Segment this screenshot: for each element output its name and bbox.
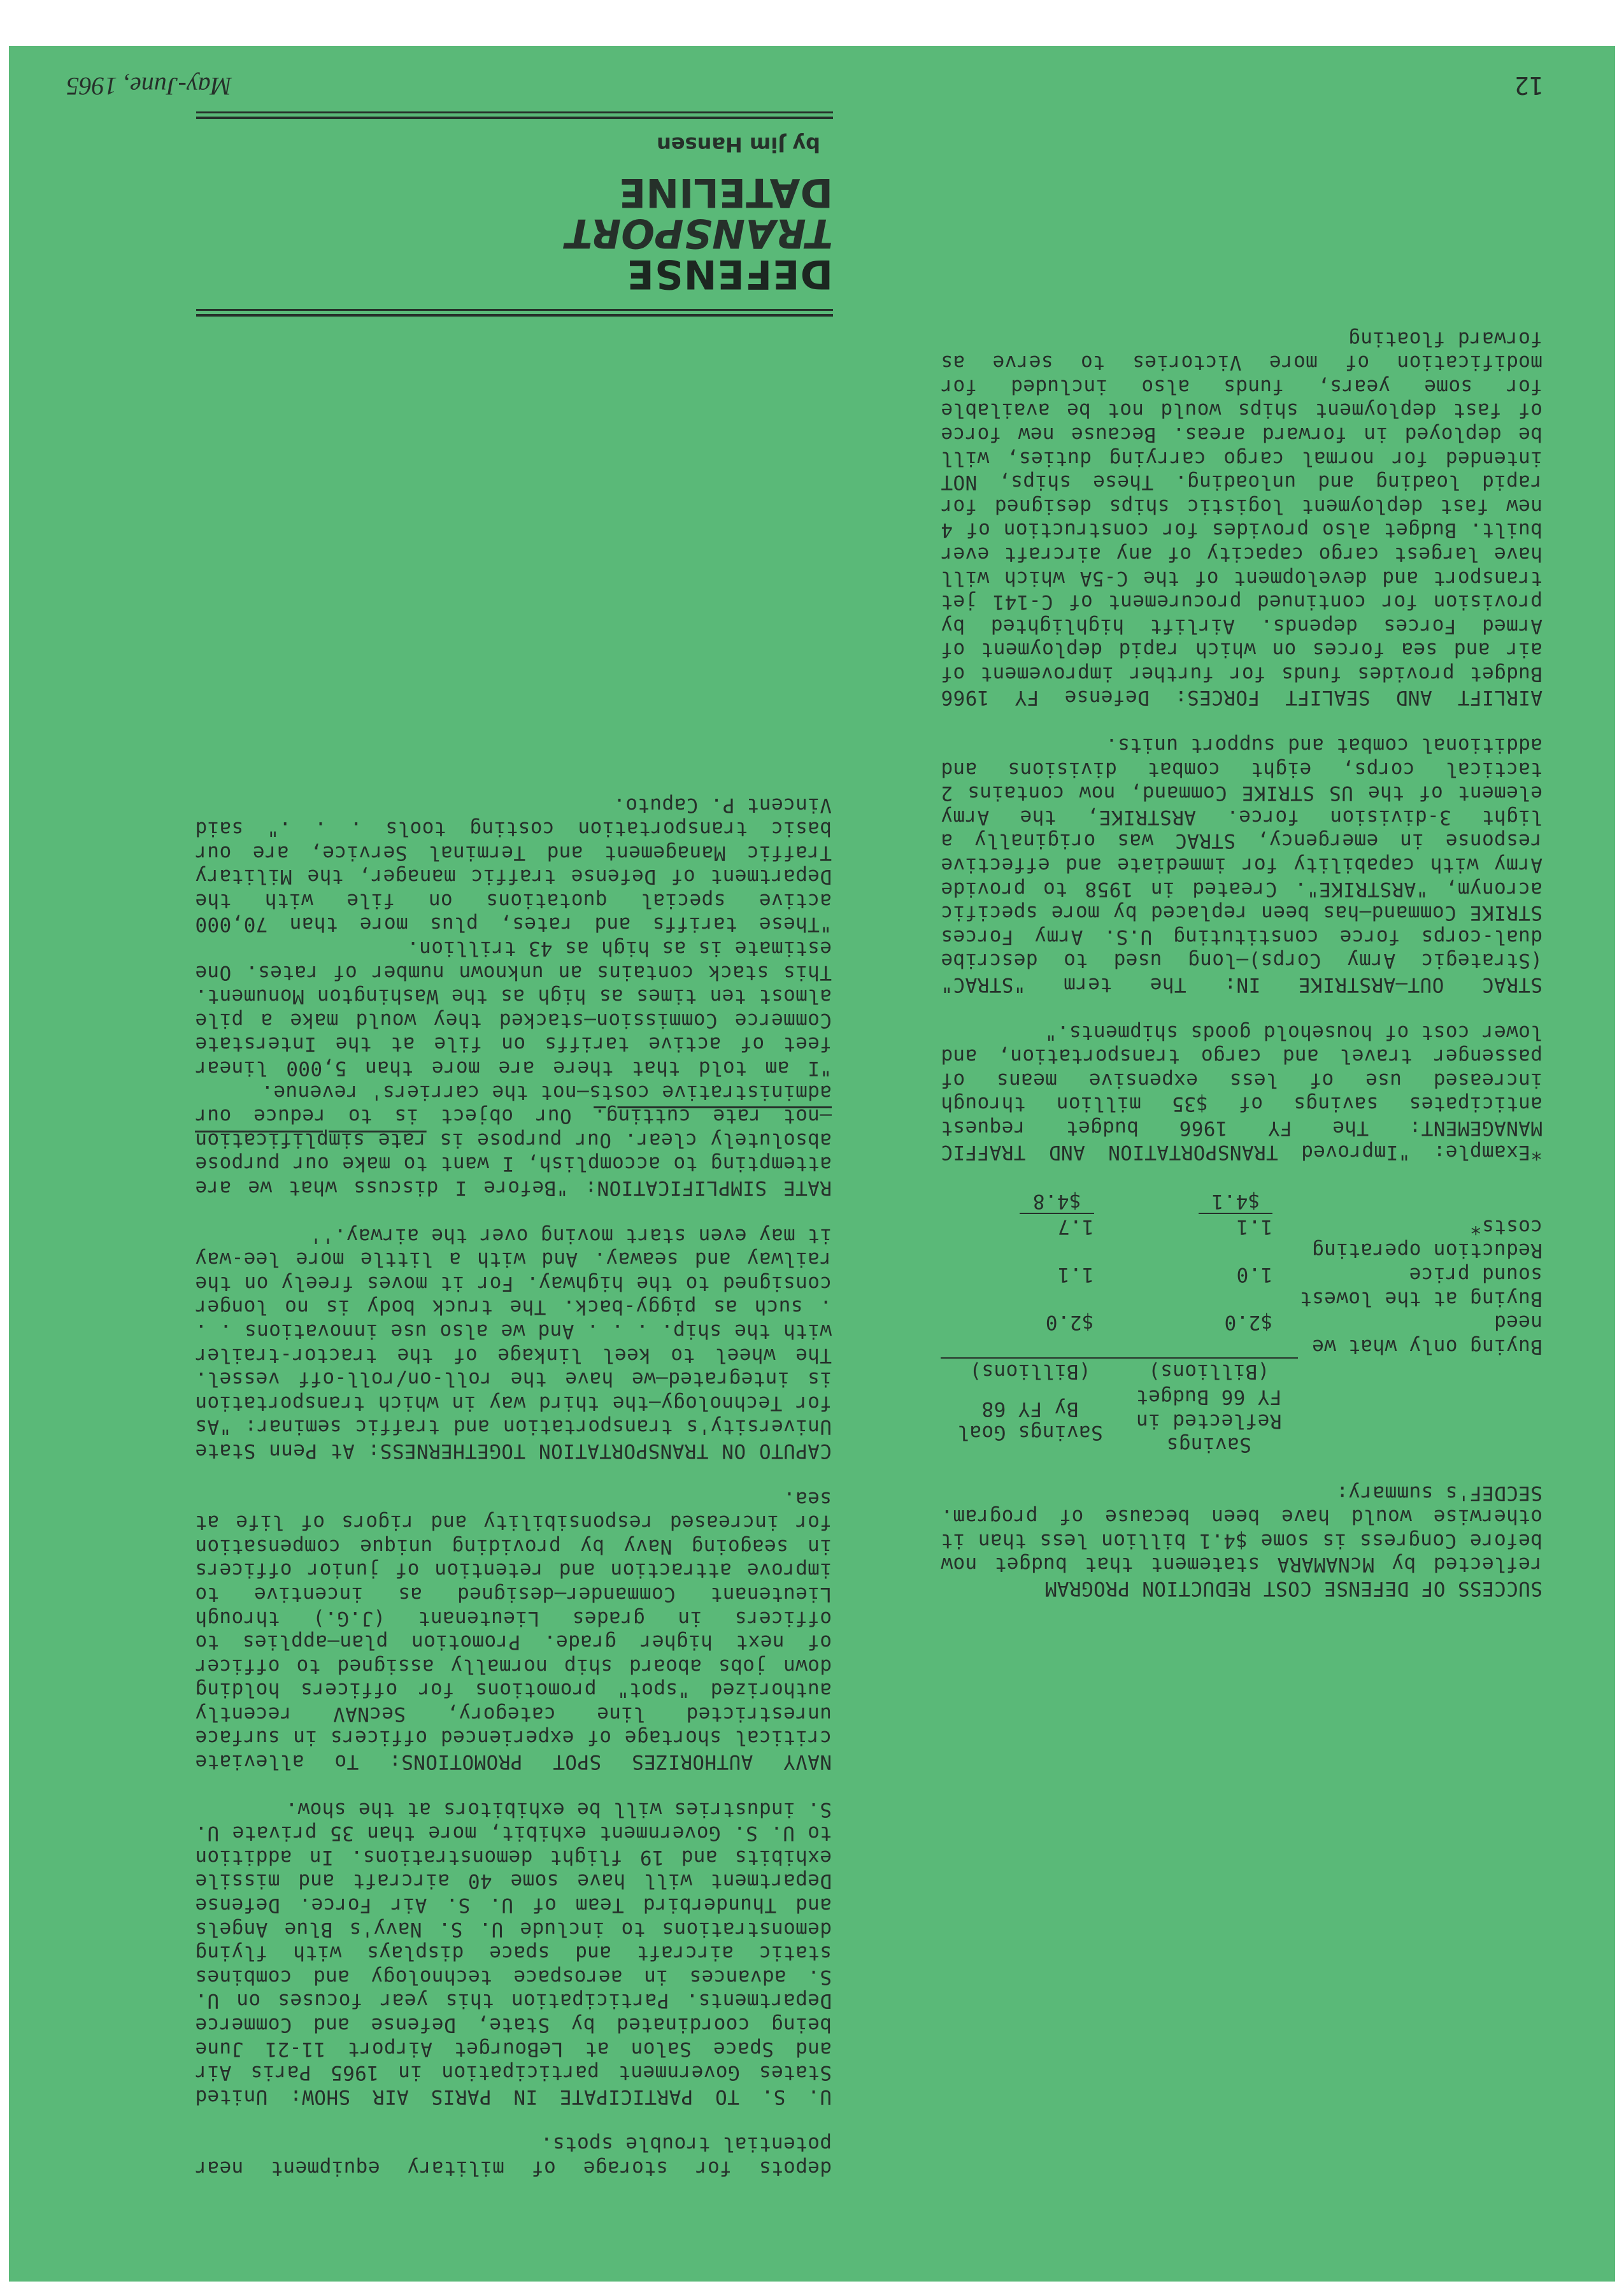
row-label: Buying at the lowest sound price [1299,1262,1542,1310]
row-label: Reduction operating costs* [1311,1215,1542,1262]
row-value-2: 1.1 [1057,1262,1094,1286]
savings-col1-header: Savings Reflected in FY 66 Budget [1136,1385,1282,1457]
masthead-defense: DEFENSE [626,251,833,297]
paris-air-show-paragraph [195,1797,832,2108]
table-row [941,1262,1542,1310]
masthead-bottom-rule-2 [196,111,833,113]
rate-underlined-phrase: rate simplification—not rate cutting. [195,1104,832,1152]
masthead-transport: TRANSPORT [566,210,833,257]
byline: by Jim Hansen [657,132,820,157]
strac-body: The term "STRAC" (Strategic Army Corps)—long used to describe dual-corps force constituting U.S. Army Forces STRIKE Command—has been replaced by more specific acronym, "ARSTRIKE". Created in 1958 to provide Army with capability for immediate and effective response in emergency, STRAC was originally a light 3-division force. ARSTRIKE, the Army element of the US STRIKE Command, now contains 2 tactical corps, eight combat divisions and additional combat and support units. [941,734,1542,997]
success-paragraph [941,1480,1542,1600]
rate-body: "Before I discuss what we are attempting to accomplish, I want to make our purpose absolutely clear. Our purpose is [195,1128,832,1200]
caputo-heading: CAPUTO ON TRANSPORTATION TOGETHERNESS: [367,1439,832,1462]
example-paragraph: *Example: "Improved TRANSPORTATION AND TRAFFIC MANAGEMENT: The FY 1966 budget request anticipates savings of $35 million through increased use of less expensive means of passenger travel and cargo transportation, and lower cost of household goods shipments." [941,1020,1542,1164]
issue-date: May-June, 1965 [66,72,232,101]
row-value-2: $2.0 [1045,1311,1094,1334]
rate-heading: RATE SIMPLIFICATION: [585,1176,832,1200]
success-heading: SUCCESS OF DEFENSE COST REDUCTION PROGRAM [1044,1577,1542,1601]
total-value-1: $4.1 [1199,1189,1272,1215]
airlift-heading: AIRLIFT AND SEALIFT FORCES: [1174,686,1542,710]
rate-body-2: Our object is to reduce our administrative costs—not the carriers' revenue. [195,1080,832,1128]
tariffs-paragraph: "I am told that there are more than 5,000 linear feet of active tariffs on file at the Interstate Commerce Commission—stacked they would make a pile almost ten times as high as the Washington Monument. This stack contains an unknown number of rates. One estimate is as high as 43 trillion. [195,937,832,1080]
navy-heading: NAVY AUTHORIZES SPOT PROMOTIONS: [388,1750,832,1774]
caputo-paragraph [195,1223,832,1462]
row-value-1: 1.1 [1236,1215,1273,1238]
right-column [195,792,832,2180]
paris-body: United States Government participation in 1965 Paris Air and Space Salon at LeBourget Airport 11-21 June being coordinated by State, Defense and Commerce Departments. Participation this year focuses on U. S. advances in aerospace technology and combines static aircraft and space displays with flying demonstrations to include U. S. Navy's Blue Angels and Thunderbird Team of U. S. Air Force. Defense Department will have some 40 aircraft and missile exhibits and 19 flight demonstrations. In addition to U. S. Government exhibit, more than 35 private U. S. industries will be exhibitors at the show. [195,1797,832,2108]
total-value-2: $4.8 [1020,1189,1093,1215]
masthead-bottom-rule [196,117,833,119]
paris-heading: U. S. TO PARTICIPATE IN PARIS AIR SHOW: [289,2085,832,2108]
row-value-1: 1.0 [1236,1262,1273,1286]
row-label [1298,1189,1542,1215]
savings-table [941,1189,1542,1457]
savings-col2-header: Savings Goal By FY 68 [957,1397,1103,1445]
row-label: Buying only what we need [1311,1311,1542,1358]
masthead-top-rule-2 [196,309,833,311]
airlift-body: Defense FY 1966 Budget provides funds for further improvement of air and sea forces on which rapid deployment of Armed Forces depends. Airlift highlighted by provision for continued procurement of C-141 jet transport and development of the C-5A which will have largest cargo capacity of any aircraft ever built. Budget also provides for construction of 4 new fast deployment logistic ships designed for rapid loading and unloading. These ships, NOT intended for normal cargo carrying duties, will be deployed in forward areas. Because new force of fast deployment ships would not be available for some years, funds also included for modification of more Victories to serve as forward floating [941,327,1542,710]
success-body: reflected by McNAMARA statement that budget now before Congress is some $4.1 billion less than it otherwise would have been because of program. SECDEF's summary: [941,1481,1542,1576]
strac-paragraph [941,733,1542,997]
masthead-top-rule [196,314,833,317]
rate-simplification-paragraph [195,1080,832,1199]
navy-body: To alleviate critical shortage of experienced officers in surface unrestricted line category, SecNAV recently authorized "spot" promotions for officers holding down jobs aboard ship normally assigned to officer of next higher grade. Promotion plan—applies to officers in grades Lieutenant (J.G.) through Lieutenant Commander—designed as incentive to improve attraction and retention of junior officers in seagoing Navy by providing unique compensation for increased responsibility and rigors of life at sea. [195,1487,832,1774]
savings-col2-unit: (Billions) [941,1358,1120,1384]
row-value-2: 1.7 [1057,1215,1094,1238]
depots-paragraph: depots for storage of military equipment near potential trouble spots. [195,2132,832,2180]
strac-heading: STRAC OUT—ARSTRIKE IN: [1224,973,1542,997]
left-column [941,326,1542,1600]
masthead [387,132,833,297]
table-row [941,1214,1542,1262]
table-row [941,1310,1542,1358]
navy-promotions-paragraph [195,1486,832,1773]
airlift-paragraph [941,326,1542,710]
green-page-sheet [9,46,1615,2282]
masthead-dateline: DATELINE [618,169,833,216]
savings-col1-unit: (Billions) [1120,1358,1299,1384]
page-number: 12 [1514,71,1544,99]
caputo-body: At Penn State University's transportation and traffic seminar: "As for Technology—the third way in which transportation is integrated—we have the roll-on/roll-off vessel. The wheel to keel linkage of the tractor-trailer with the ship. . . . And we also use innovations . . . such as piggy-back. The truck body is no longer consigned to the highway. For it moves freely on the railway and seaway. And with a little more lee-way it may even start moving over the airway.'' [195,1224,832,1462]
row-value-1: $2.0 [1224,1311,1273,1334]
rotated-page-content [9,46,1615,2282]
table-row-total [941,1189,1542,1215]
quotations-paragraph: "These tariffs and rates, plus more than 70,000 active special quotations on file with the Department of Defense traffic manager, the Military Traffic Management and Terminal Service, are our basic transportation costing tools . . ." said Vincent P. Caputo. [195,793,832,936]
